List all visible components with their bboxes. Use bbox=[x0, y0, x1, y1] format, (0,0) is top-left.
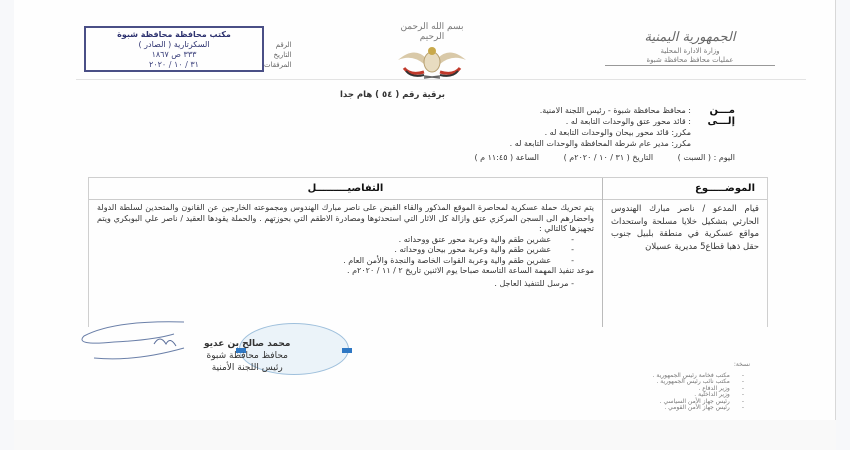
list-item: - عشرين طقم والية وعربة القوات الخاصة والنجدة والأمن العام . bbox=[97, 256, 574, 267]
to-row bbox=[135, 116, 735, 127]
copies-label: نسخة: bbox=[733, 361, 750, 368]
attach-label: المرفقات bbox=[264, 61, 292, 69]
copy-recipient: - مكتب فخامة رئيس الجمهورية . bbox=[653, 373, 744, 380]
seal-mark bbox=[342, 348, 352, 353]
copy-recipient: - مكتب نائب رئيس الجمهورية . bbox=[653, 379, 744, 386]
signatory-name: محمد صالح بن عديو bbox=[204, 339, 291, 349]
cc-line: مكرر: قائد محور بيحان والوحدات التابعة له . bbox=[544, 128, 691, 137]
subject-header: الموضـــــوع bbox=[603, 178, 767, 200]
subject-text: قيام المدعو / ناصر مبارك الهندوس الحارثي بتشكيل خلايا مسلحة واستحداث مواقع عسكرية في منطقة بلبيل جنوب حقل ذهبا قطاع5 مديرية عسيلان bbox=[611, 204, 759, 252]
signature-block bbox=[204, 338, 290, 374]
stamp-department: السكرتارية ( الصادر ) bbox=[138, 40, 210, 49]
eagle-coat-of-arms-icon bbox=[394, 42, 470, 80]
copy-recipient: - وزير الداخلية . bbox=[653, 392, 744, 399]
stamp-date-value: ٣١ / ١٠ / ٢٠٢٠ bbox=[149, 60, 199, 69]
page-footer bbox=[14, 420, 836, 450]
list-item: - عشرين طقم والية وعربة محور بيحان ووحداته . bbox=[97, 245, 574, 256]
office-name: عمليات محافظ محافظة شبوة bbox=[605, 56, 775, 66]
cable-title: برقية رقم ( ٥٤ ) هام جدا bbox=[340, 90, 445, 100]
stamp-office: مكتب محافظة محافظة شبوة bbox=[117, 30, 231, 39]
header-divider bbox=[76, 79, 806, 80]
time-value: الساعة ( ١١:٤٥ م ) bbox=[474, 153, 540, 162]
schedule-text: موعد تنفيذ المهمة الساعة التاسعة صباحا يوم الاثنين تاريخ ٢ / ١١ / ٢٠٢٠م . bbox=[347, 266, 594, 275]
date-label: التاريخ bbox=[273, 51, 292, 59]
unit-list bbox=[97, 235, 594, 267]
details-intro: يتم تحريك حملة عسكرية لمحاصرة الموقع المذكور والقاء القبض على ناصر مبارك الهندوس ومجموعته الخارجين عن القانون والمتحدين لسلطة الدولة واحضارهم الى السجن المركزي عتق وازالة كل الاثار التي استحدثوها ومصادرة الاطقم التي بحوزتهم . والحملة يقودها العقيد / ناصر علي البوبكري ويتم تجهيزها كالتالي : bbox=[97, 203, 594, 233]
outgoing-stamp bbox=[84, 26, 264, 72]
republic-name: الجمهورية اليمنية bbox=[644, 30, 736, 45]
subject-column bbox=[602, 178, 767, 327]
ref-label: الرقم bbox=[275, 41, 292, 49]
to-value: : قائد محور عتق والوحدات التابعة له . bbox=[565, 117, 691, 126]
to-label: إلـــى bbox=[707, 116, 735, 127]
copy-recipient: - رئيس جهاز الأمن السياسي . bbox=[653, 399, 744, 406]
document-page bbox=[14, 0, 836, 450]
closing-text: - مرسل للتنفيذ العاجل . bbox=[494, 278, 574, 288]
copy-recipient: - وزير الدفاع . bbox=[653, 386, 744, 393]
stamp-ref-value: ٣٣٣ ص ١٨٦٧ bbox=[151, 50, 197, 59]
copy-recipient: - رئيس جهاز الأمن القومي . bbox=[653, 405, 744, 412]
copies-list bbox=[653, 362, 750, 412]
from-label: مـــن bbox=[709, 105, 735, 116]
subject-details-table bbox=[88, 177, 768, 327]
addressing-block bbox=[135, 105, 735, 163]
from-value: : محافظ محافظة شبوة - رئيس اللجنة الامنية. bbox=[539, 106, 691, 115]
date-value: التاريخ ( ٣١ / ١٠ / ٢٠٢٠م ) bbox=[563, 153, 654, 162]
ministry-name: وزارة الادارة المحلية bbox=[660, 47, 720, 55]
stamp-labels bbox=[264, 40, 292, 70]
details-column bbox=[89, 178, 602, 327]
basmala: بسم الله الرحمن الرحيم bbox=[400, 22, 464, 42]
emblem bbox=[392, 22, 472, 72]
list-item: - عشرين طقم والية وعربة محور عتق ووحداته . bbox=[97, 235, 574, 246]
signatory-title: رئيس اللجنة الأمنية bbox=[211, 363, 283, 373]
cc-line: مكرر: مدير عام شرطة المحافظة والوحدات التابعة له . bbox=[509, 139, 691, 148]
day-value: اليوم : ( السبت ) bbox=[677, 153, 735, 162]
details-body bbox=[89, 200, 602, 292]
from-row bbox=[135, 105, 735, 116]
letterhead bbox=[605, 30, 775, 66]
date-line bbox=[135, 152, 735, 163]
details-header: التفاصيـــــــــل bbox=[89, 178, 602, 200]
signatory-title: محافظ محافظة شبوة bbox=[206, 351, 288, 361]
